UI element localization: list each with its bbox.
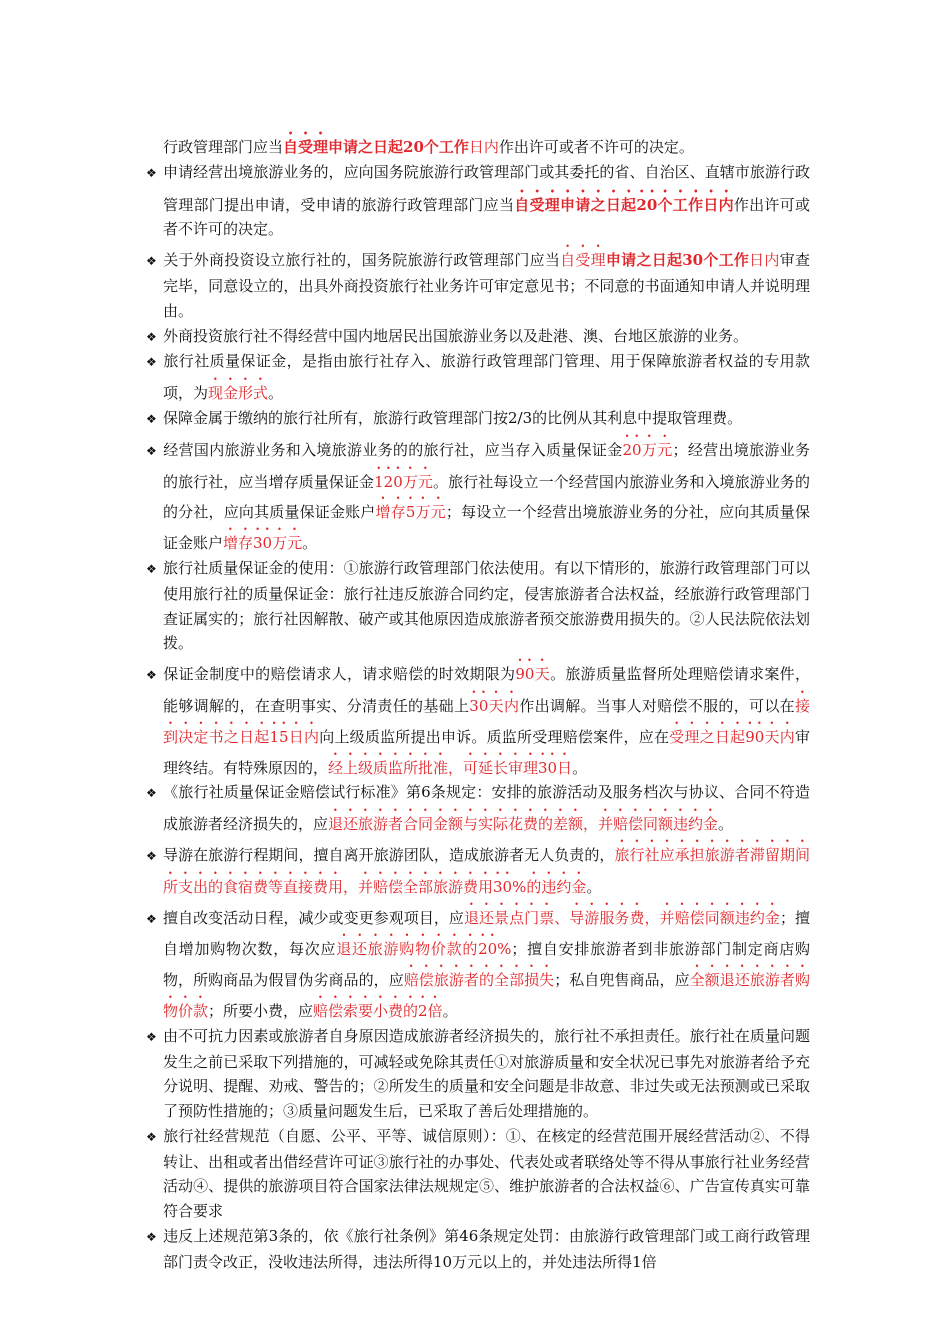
body-text: 《旅行社质量保证金赔偿试行标准》第6条规定：安排的旅游活动及服务档次与协议、合同不符造成旅游者经济损失的，应 — [163, 783, 810, 834]
bullet-item — [146, 656, 810, 780]
highlighted-text: 申请之日起30个工作 — [605, 251, 750, 270]
highlighted-text: 旅行社应承担旅游者滞留期间所支出的食宿费等直接费用，并赔偿全部旅游费用30%的违约金 — [163, 845, 810, 896]
highlighted-text: 申请之日起20个工作 — [328, 138, 469, 156]
diamond-bullet-icon: ❖ — [146, 848, 157, 863]
highlighted-text: 自受理 — [560, 251, 606, 270]
highlighted-text: 退还旅游者合同金额与实际花费的差额，并赔偿同额违约金 — [328, 815, 719, 834]
diamond-bullet-icon: ❖ — [146, 411, 157, 426]
body-text: 外商投资旅行社不得经营中国内地居民出国旅游业务以及赴港、澳、台地区旅游的业务。 — [163, 326, 749, 345]
body-text: 申请经营出境旅游业务的，应向国务院旅游行政管理部门或其委托的省、自治区、直辖市旅游行政管理部门提出申请，受申请的旅游行政管理部门应当 — [163, 162, 810, 214]
bullet-item — [146, 349, 810, 406]
diamond-bullet-icon: ❖ — [146, 254, 157, 269]
body-text: 作出调解。当事人对赔偿不服的，可以在 — [519, 696, 795, 715]
highlighted-text: 经上级质监所批准，可延长审理30日 — [328, 758, 573, 777]
body-text: 。 — [586, 877, 602, 896]
bullet-item — [146, 242, 810, 323]
body-text: 导游在旅游行程期间，擅自离开旅游团队，造成旅游者无人负责的， — [163, 845, 615, 864]
body-text: 审查完毕，同意设立的，出具外商投资旅行社业务许可审定意见书；不同意的书面通知申请人并说明理由。 — [163, 251, 810, 320]
highlighted-text: 日内 — [749, 251, 780, 270]
body-text: 旅行社质量保证金，是指由旅行社存入、旅游行政管理部门管理、用于保障旅游者权益的专用款项，为 — [163, 352, 810, 403]
bullet-item — [146, 556, 810, 656]
diamond-bullet-icon: ❖ — [146, 1129, 157, 1144]
bullet-item — [146, 160, 810, 242]
diamond-bullet-icon: ❖ — [146, 443, 157, 458]
highlighted-text: 现金形式 — [208, 384, 269, 403]
bullet-item — [146, 1024, 810, 1124]
body-text: 审理终结。有特殊原因的， — [163, 727, 810, 777]
highlighted-text: 赔偿索要小费的2倍 — [313, 1001, 443, 1020]
body-text: 。 — [572, 758, 588, 777]
highlighted-text: 20万元 — [622, 440, 673, 459]
body-text: 作出许可或者不许可的决定。 — [498, 138, 694, 156]
diamond-bullet-icon: ❖ — [146, 1230, 157, 1245]
body-text: 擅自改变活动日程，减少或变更参观项目，应 — [163, 908, 464, 927]
document-body — [146, 128, 810, 1275]
bullet-item — [146, 900, 810, 1024]
highlighted-text: 接到决定书之日起15日内 — [163, 696, 810, 746]
bullet-item — [146, 780, 810, 837]
body-text: 。 — [718, 815, 734, 834]
body-text: 。旅游质量监督所处理赔偿请求案件，能够调解的，在查明事实、分清责任的基础上 — [163, 665, 810, 715]
body-text: 由不可抗力因素或旅游者自身原因造成旅游者经济损失的，旅行社不承担责任。旅行社在质量问题发生之前已采取下列措施的，可减轻或免除其责任①对旅游质量和安全状况已事先对旅游者给予充分说明、提醒、劝戒、警告的；②所发生的质量和安全问题是非故意、非过失或无法预测或已采取了预防性措施的；③质量问题发生后，已采取了善后处理措施的。 — [163, 1026, 810, 1121]
highlighted-text: 90天 — [515, 665, 551, 684]
body-text: 。旅行社每设立一个经营国内旅游业务和入境旅游业务的的分社，应向其质量保证金账户 — [163, 472, 810, 522]
body-text: 违反上述规范第3条的，依《旅行社条例》第46条规定处罚：由旅游行政管理部门或工商行政管理部门责令改正，没收违法所得，违法所得10万元以上的，并处违法所得1倍 — [163, 1227, 810, 1271]
highlighted-text: 增存5万元 — [375, 503, 446, 522]
highlighted-text: 赔偿旅游者的全部损失 — [403, 971, 555, 990]
bullet-item — [146, 432, 810, 556]
body-text: ；擅自安排旅游者到非旅游部门制定商店购物，所购商品为假冒伪劣商品的，应 — [163, 940, 810, 990]
bullet-item — [146, 324, 810, 350]
body-text: ；经营出境旅游业务的旅行社，应当增存质量保证金 — [163, 440, 810, 491]
body-text: 作出许可或者不许可的决定。 — [163, 195, 810, 239]
highlighted-text: 120万元 — [374, 472, 434, 491]
highlighted-text: 全额退还旅游者购物价款 — [163, 971, 810, 1020]
body-text: 经营国内旅游业务和入境旅游业务的的旅行社，应当存入质量保证金 — [163, 440, 623, 459]
diamond-bullet-icon: ❖ — [146, 911, 157, 926]
bullet-item — [146, 837, 810, 900]
highlighted-text: 受理之日起90天内 — [669, 727, 795, 746]
bullet-item — [146, 406, 810, 432]
highlighted-text: 30天内 — [469, 696, 520, 715]
body-text: ；所要小费，应 — [208, 1001, 314, 1020]
highlighted-text: 日内 — [468, 138, 499, 156]
body-text: 旅行社质量保证金的使用：①旅游行政管理部门依法使用。有以下情形的，旅游行政管理部门可以使用旅行社的质量保证金：旅行社违反旅游合同约定，侵害旅游者合法权益，经旅游行政管理部门查证属实的；旅行社因解散、破产或其他原因造成旅游者预交旅游费用损失的。②人民法院依法划拨。 — [163, 558, 810, 653]
highlighted-text: 退还旅游购物价款的20% — [336, 940, 512, 959]
diamond-bullet-icon: ❖ — [146, 786, 157, 801]
highlighted-text: 自受理 — [283, 138, 329, 156]
diamond-bullet-icon: ❖ — [146, 355, 157, 370]
highlighted-text: 退还景点门票、导游服务费，并赔偿同额违约金 — [463, 908, 780, 927]
diamond-bullet-icon: ❖ — [146, 165, 157, 180]
diamond-bullet-icon: ❖ — [146, 1029, 157, 1044]
body-text: 向上级质监所提出申诉。质监所受理赔偿案件，应在 — [319, 727, 670, 746]
diamond-bullet-icon: ❖ — [146, 668, 157, 683]
body-text: 行政管理部门应当 — [163, 138, 284, 156]
body-text: 。 — [268, 384, 284, 403]
body-text: ；每设立一个经营出境旅游业务的分社，应向其质量保证金账户 — [163, 503, 810, 553]
body-text: 关于外商投资设立旅行社的，国务院旅游行政管理部门应当 — [163, 251, 561, 270]
body-text: 。 — [302, 534, 318, 553]
continuation-paragraph — [146, 128, 810, 160]
body-text: 保障金属于缴纳的旅行社所有，旅游行政管理部门按2/3的比例从其利息中提取管理费。 — [163, 408, 743, 427]
body-text: 保证金制度中的赔偿请求人，请求赔偿的时效期限为 — [163, 665, 516, 684]
highlighted-text: 自受理申请之日起20个工作日内 — [514, 195, 734, 214]
body-text: ；私自兜售商品，应 — [554, 971, 690, 990]
body-text: ；擅自增加购物次数，每次应 — [163, 908, 810, 959]
diamond-bullet-icon: ❖ — [146, 329, 157, 344]
highlighted-text: 增存30万元 — [223, 534, 303, 553]
body-text: 旅行社经营规范（自愿、公平、平等、诚信原则）：①、在核定的经营范围开展经营活动②、不得转让、出租或者出借经营许可证③旅行社的办事处、代表处或者联络处等不得从事旅行社业务经营活动④、提供的旅游项目符合国家法律法规规定⑤、维护旅游者的合法权益⑥、广告宣传真实可靠符合要求 — [163, 1126, 810, 1221]
bullet-item — [146, 1224, 810, 1275]
bullet-item — [146, 1124, 810, 1224]
diamond-bullet-icon: ❖ — [146, 561, 157, 576]
body-text: 。 — [442, 1001, 458, 1020]
